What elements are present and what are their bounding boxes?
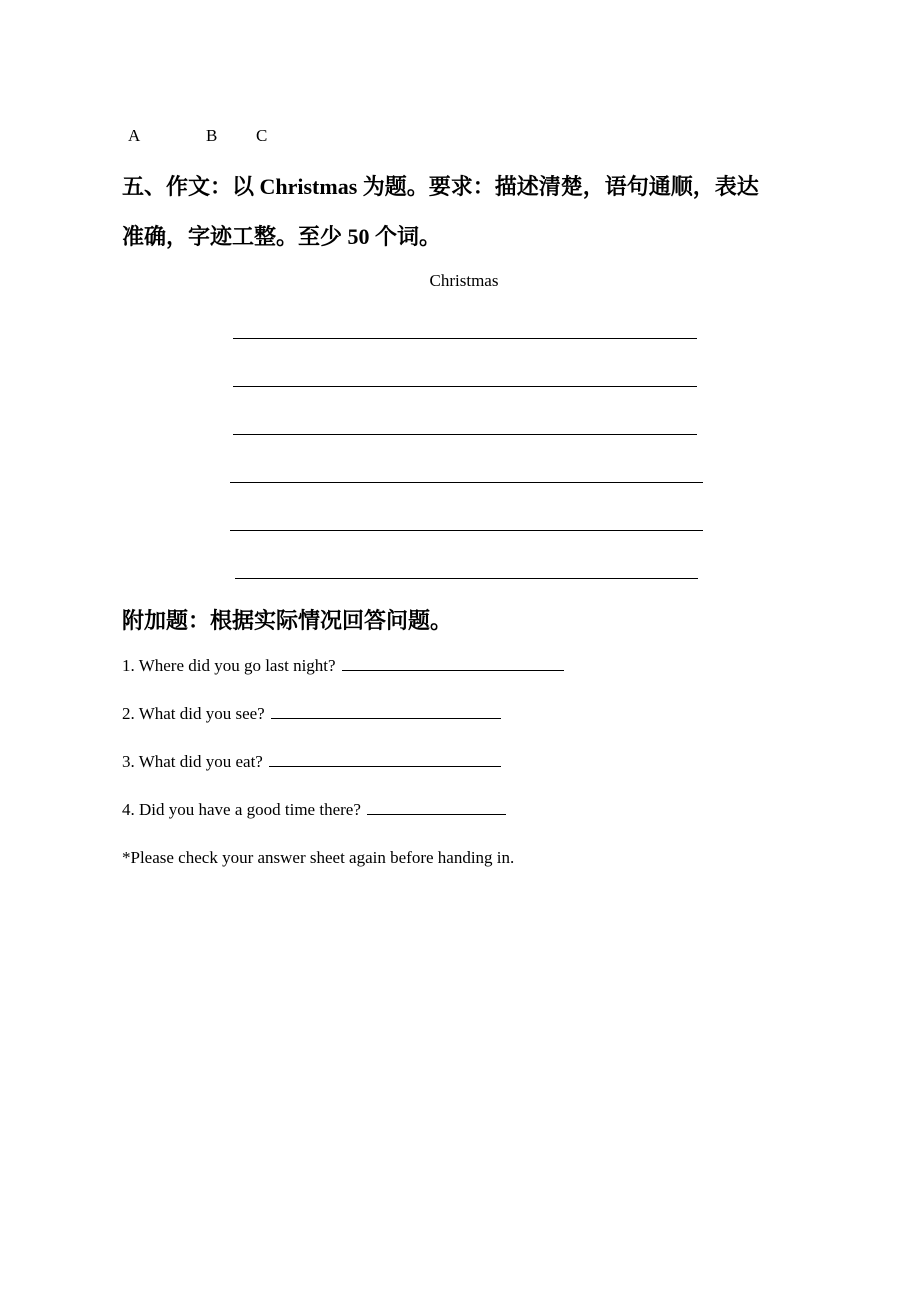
question-text: 1. Where did you go last night?: [122, 656, 336, 675]
question-2: [122, 704, 501, 724]
writing-line[interactable]: [233, 338, 697, 339]
answer-blank[interactable]: [269, 752, 501, 767]
question-1: [122, 656, 564, 676]
section5-instruction-line2: 准确，字迹工整。至少 50 个词。: [122, 224, 442, 249]
closing-note: *Please check your answer sheet again before handing in.: [122, 848, 515, 867]
question-3: [122, 752, 501, 772]
answer-blank[interactable]: [271, 704, 501, 719]
writing-line[interactable]: [233, 386, 697, 387]
writing-line[interactable]: [230, 482, 703, 483]
option-a: A: [128, 126, 141, 145]
option-c: C: [256, 126, 268, 145]
section5-instruction-line1: 五、作文：以 Christmas 为题。要求：描述清楚，语句通顺，表达: [122, 174, 759, 199]
answer-blank[interactable]: [367, 800, 506, 815]
writing-line[interactable]: [235, 578, 698, 579]
question-text: 2. What did you see?: [122, 704, 265, 723]
option-b: B: [206, 126, 218, 145]
writing-line[interactable]: [230, 530, 703, 531]
question-4: [122, 800, 506, 820]
writing-line[interactable]: [233, 434, 697, 435]
composition-title: Christmas: [429, 271, 499, 290]
bonus-heading: 附加题：根据实际情况回答问题。: [122, 608, 453, 633]
question-text: 4. Did you have a good time there?: [122, 800, 361, 819]
answer-blank[interactable]: [342, 656, 564, 671]
question-text: 3. What did you eat?: [122, 752, 263, 771]
